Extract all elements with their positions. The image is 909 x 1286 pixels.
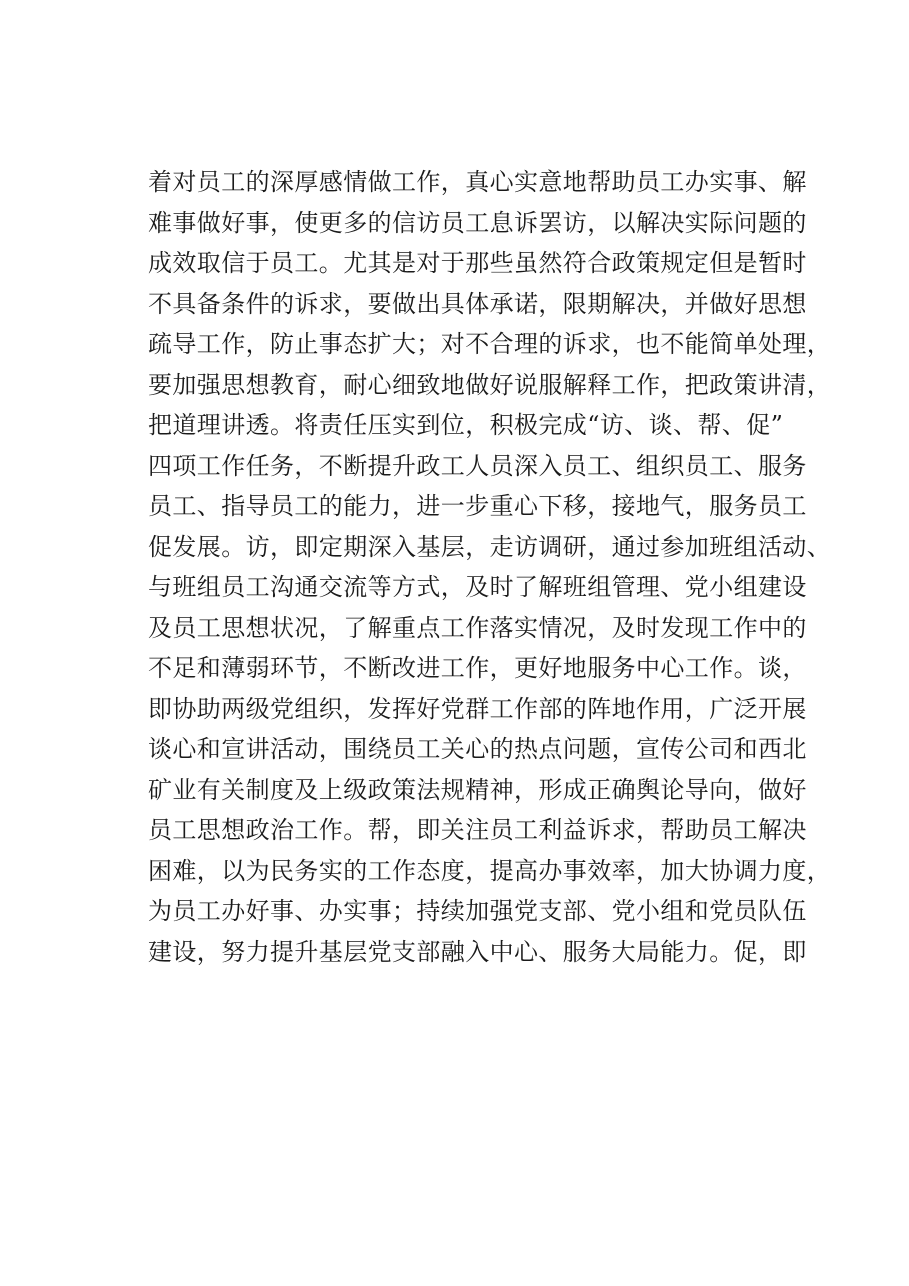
text-line-13: 不足和薄弱环节，不断改进工作，更好地服务中心工作。谈， xyxy=(148,654,807,682)
text-line-2: 难事做好事，使更多的信访员工息诉罢访，以解决实际问题的 xyxy=(148,208,807,237)
text-line-10: 促发展。访，即定期深入基层，走访调研，通过参加班组活动、 xyxy=(148,532,832,561)
text-line-19: 为员工办好事、办实事；持续加强党支部、党小组和党员队伍 xyxy=(148,897,807,925)
text-line-14: 即协助两级党组织，发挥好党群工作部的阵地作用，广泛开展 xyxy=(148,694,807,723)
text-line-12: 及员工思想状况，了解重点工作落实情况，及时发现工作中的 xyxy=(148,613,807,642)
text-line-17: 员工思想政治工作。帮，即关注员工利益诉求，帮助员工解决 xyxy=(148,816,807,844)
body-paragraph xyxy=(148,162,832,972)
text-line-1: 着对员工的深厚感情做工作，真心实意地帮助员工办实事、解 xyxy=(148,168,807,196)
text-line-3: 成效取信于员工。尤其是对于那些虽然符合政策规定但是暂时 xyxy=(148,249,807,277)
text-line-11: 与班组员工沟通交流等方式，及时了解班组管理、党小组建设 xyxy=(148,573,807,601)
text-line-8: 四项工作任务，不断提升政工人员深入员工、组织员工、服务 xyxy=(148,451,807,480)
text-line-7: 把道理讲透。将责任压实到位，积极完成“访、谈、帮、促” xyxy=(148,411,784,439)
text-line-20: 建设，努力提升基层党支部融入中心、服务大局能力。促，即 xyxy=(148,937,807,966)
text-line-6: 要加强思想教育，耐心细致地做好说服解释工作，把政策讲清， xyxy=(148,370,832,399)
text-line-18: 困难，以为民务实的工作态度，提高办事效率，加大协调力度， xyxy=(148,856,832,885)
text-line-5: 疏导工作，防止事态扩大；对不合理的诉求，也不能简单处理， xyxy=(148,330,832,358)
text-line-16: 矿业有关制度及上级政策法规精神，形成正确舆论导向，做好 xyxy=(148,775,807,804)
text-line-15: 谈心和宣讲活动，围绕员工关心的热点问题，宣传公司和西北 xyxy=(148,735,807,763)
text-line-9: 员工、指导员工的能力，进一步重心下移，接地气，服务员工 xyxy=(148,492,807,520)
text-line-4: 不具备条件的诉求，要做出具体承诺，限期解决，并做好思想 xyxy=(148,289,807,318)
